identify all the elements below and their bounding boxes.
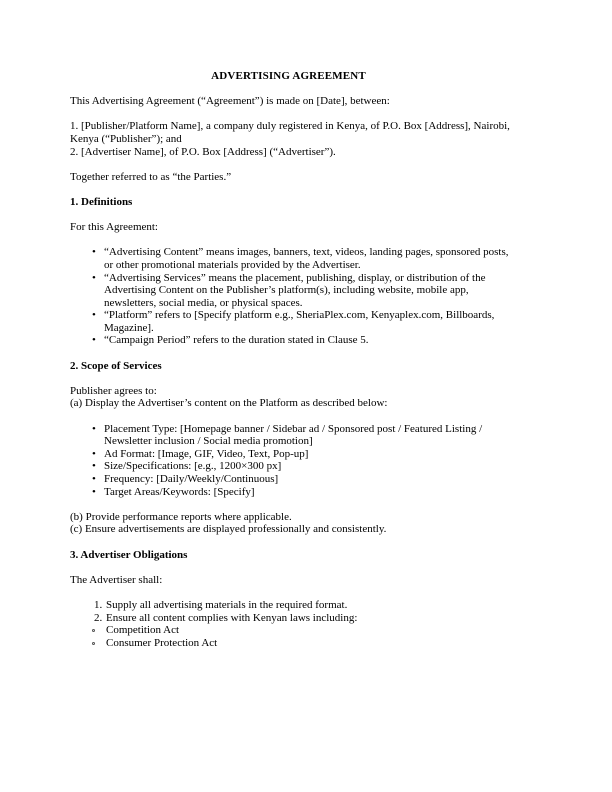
list-item: • “Campaign Period” refers to the duration stated in Clause 5. <box>70 334 513 347</box>
intro-opening-paragraph: This Advertising Agreement (“Agreement”) is made on [Date], between: <box>70 95 390 108</box>
together-parties-paragraph: Together referred to as “the Parties.” <box>70 170 232 183</box>
spacer <box>70 586 513 599</box>
list-item: • Frequency: [Daily/Weekly/Continuous] <box>70 473 513 486</box>
list-item: Competition Act <box>70 624 513 637</box>
spacer <box>70 183 513 196</box>
list-item: Ensure all content complies with Kenyan laws including: <box>106 611 358 624</box>
spacer <box>70 234 513 247</box>
scope-clause-a: (a) Display the Advertiser’s content on the Platform as described below: <box>70 397 388 410</box>
spacer <box>70 536 513 549</box>
list-item: • “Advertising Services” means the placement, publishing, display, or distribution of the Advertising Content on the Publisher’s platform(s), including website, mobile app, newsletters, social media, or physical spaces. <box>70 272 513 310</box>
party-two-paragraph: 2. [Advertiser Name], of P.O. Box [Address] (“Advertiser”). <box>70 145 336 158</box>
obligations-numbered-list <box>70 599 513 624</box>
spacer <box>70 158 513 171</box>
list-item: • Ad Format: [Image, GIF, Video, Text, Pop-up] <box>70 448 513 461</box>
list-item: • “Platform” refers to [Specify platform e.g., SheriaPlex.com, Kenyaplex.com, Billboards, Magazine]. <box>70 309 513 334</box>
definitions-lead-in: For this Agreement: <box>70 221 158 234</box>
section-heading-definitions: 1. Definitions <box>70 195 133 208</box>
spacer <box>70 108 513 121</box>
list-item: • Target Areas/Keywords: [Specify] <box>70 486 513 499</box>
section-heading-advertiser-obligations: 3. Advertiser Obligations <box>70 548 188 561</box>
spacer <box>70 410 513 423</box>
spacer <box>70 372 513 385</box>
definitions-bullet-list <box>70 246 513 347</box>
spacer <box>70 209 513 222</box>
spacer <box>70 561 513 574</box>
kenyan-laws-sub-list <box>70 624 513 649</box>
party-one-paragraph: 1. [Publisher/Platform Name], a company duly registered in Kenya, of P.O. Box [Address], Nairobi, Kenya (“Publisher”); and <box>70 120 510 145</box>
list-item: Consumer Protection Act <box>70 637 513 650</box>
list-item: • “Advertising Content” means images, banners, text, videos, landing pages, sponsored posts, or other promotional materials provided by the Advertiser. <box>70 246 513 271</box>
section-heading-scope-of-services: 2. Scope of Services <box>70 359 162 372</box>
document-title: ADVERTISING AGREEMENT <box>211 70 366 82</box>
scope-bullet-list <box>70 423 513 499</box>
spacer <box>70 498 513 511</box>
spacer <box>70 347 513 360</box>
scope-clause-b: (b) Provide performance reports where applicable. <box>70 510 292 523</box>
spacer <box>70 83 513 96</box>
list-item: • Size/Specifications: [e.g., 1200×300 px] <box>70 460 513 473</box>
list-item: Supply all advertising materials in the required format. <box>106 598 348 611</box>
scope-lead-in: Publisher agrees to: <box>70 384 157 397</box>
list-item: • Placement Type: [Homepage banner / Sidebar ad / Sponsored post / Featured Listing / Newsletter inclusion / Social media promotion] <box>70 423 513 448</box>
scope-clause-c: (c) Ensure advertisements are displayed professionally and consistently. <box>70 523 387 536</box>
obligations-lead-in: The Advertiser shall: <box>70 573 163 586</box>
